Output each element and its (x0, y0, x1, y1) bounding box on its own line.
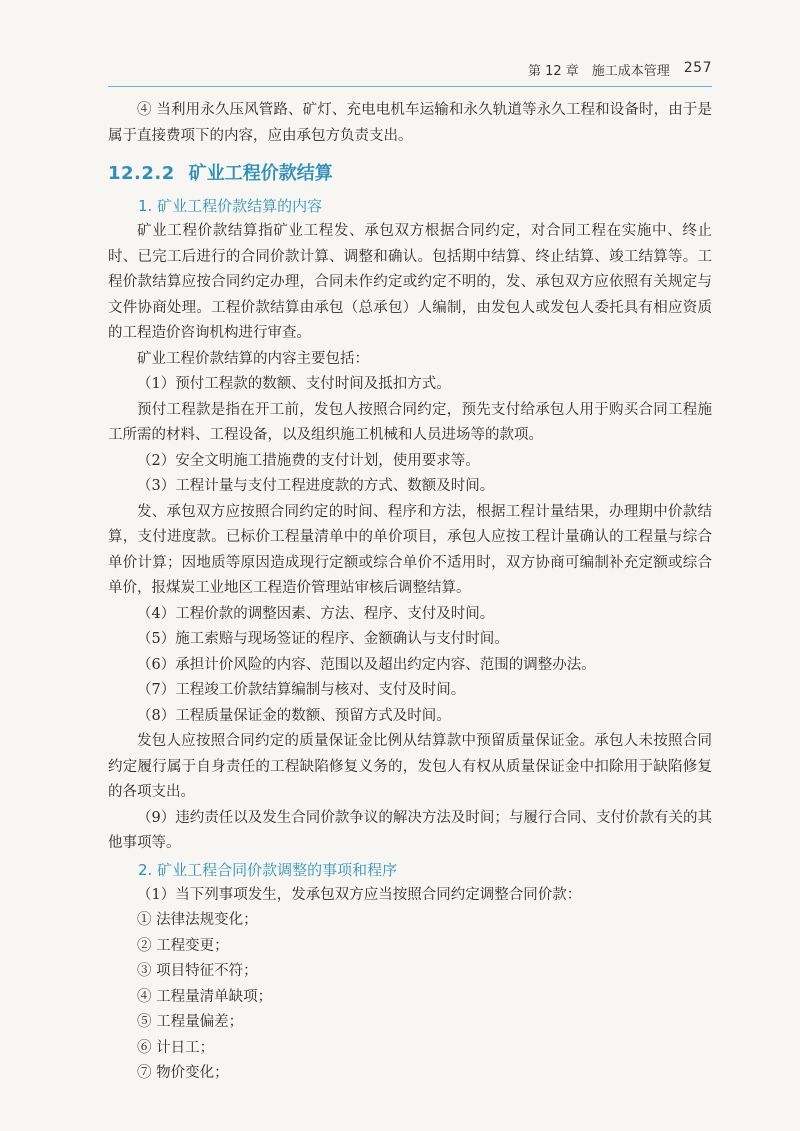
list-item: （7）工程竣工价款结算编制与核对、支付及时间。 (137, 682, 466, 698)
paragraph: 预付工程款是指在开工前，发包人按照合同约定，预先支付给承包人用于购买合同工程施工所需的材料、工程设备，以及组织施工机械和人员进场等的款项。 (108, 401, 712, 443)
list-item: ③ 项目特征不符； (137, 963, 258, 979)
page-body (108, 98, 712, 1087)
paragraph: ④ 当利用永久压风管路、矿灯、充电电机车运输和永久轨道等永久工程和设备时，由于是属于直接费项下的内容，应由承包方负责支出。 (108, 102, 712, 144)
list-item: （9）违约责任以及发生合同价款争议的解决方法及时间；与履行合同、支付价款有关的其他事项等。 (108, 809, 712, 851)
paragraph: 发包人应按照合同约定的质量保证金比例从结算款中预留质量保证金。承包人未按照合同约定履行属于自身责任的工程缺陷修复义务的，发包人有权从质量保证金中扣除用于缺陷修复的各项支出。 (108, 733, 712, 800)
section-number: 12.2.2 (108, 163, 175, 184)
list-item: （1）预付工程款的数额、支付时间及抵扣方式。 (137, 376, 451, 392)
paragraph: 矿业工程价款结算指矿业工程发、承包双方根据合同约定，对合同工程在实施中、终止时、已完工后进行的合同价款计算、调整和确认。包括期中结算、终止结算、竣工结算等。工程价款结算应按合同约定办理，合同未作约定或约定不明的，发、承包双方应依照有关规定与文件协商处理。工程价款结算由承包（总承包）人编制，由发包人或发包人委托具有相应资质的工程造价咨询机构进行审查。 (108, 223, 712, 341)
subsection-heading: 1. 矿业工程价款结算的内容 (138, 197, 323, 215)
page-header (108, 60, 712, 87)
paragraph: 发、承包双方应按照合同约定的时间、程序和方法，根据工程计量结果，办理期中价款结算，支付进度款。已标价工程量清单中的单价项目，承包人应按工程计量确认的工程量与综合单价计算；因地质等原因造成现行定额或综合单价不适用时，双方协商可编制补充定额或综合单价，报煤炭工业地区工程造价管理站审核后调整结算。 (108, 503, 712, 596)
section-heading (108, 159, 712, 189)
section-title: 矿业工程价款结算 (188, 163, 333, 184)
subsection-heading: 2. 矿业工程合同价款调整的事项和程序 (138, 860, 398, 879)
paragraph: 矿业工程价款结算的内容主要包括： (137, 350, 369, 367)
chapter-title: 第 12 章 施工成本管理 (527, 64, 670, 79)
list-item: （2）安全文明施工措施费的支付计划，使用要求等。 (137, 452, 480, 469)
list-item: （4）工程价款的调整因素、方法、程序、支付及时间。 (137, 605, 495, 622)
list-item: （1）当下列事项发生，发承包双方应当按照合同约定调整合同价款： (137, 886, 582, 903)
list-item: ⑤ 工程量偏差； (137, 1014, 244, 1030)
list-item: ④ 工程量清单缺项； (137, 988, 273, 1005)
list-item: （6）承担计价风险的内容、范围以及超出约定内容、范围的调整办法。 (137, 656, 596, 673)
page-number: 257 (683, 60, 712, 76)
list-item: （8）工程质量保证金的数额、预留方式及时间。 (137, 707, 451, 724)
list-item: ⑦ 物价变化； (137, 1065, 229, 1081)
list-item: （3）工程计量与支付工程进度款的方式、数额及时间。 (137, 478, 495, 494)
list-item: ① 法律法规变化； (137, 912, 258, 928)
list-item: （5）施工索赔与现场签证的程序、金额确认与支付时间。 (137, 631, 509, 647)
list-item: ② 工程变更； (137, 937, 229, 954)
list-item: ⑥ 计日工； (137, 1039, 215, 1056)
